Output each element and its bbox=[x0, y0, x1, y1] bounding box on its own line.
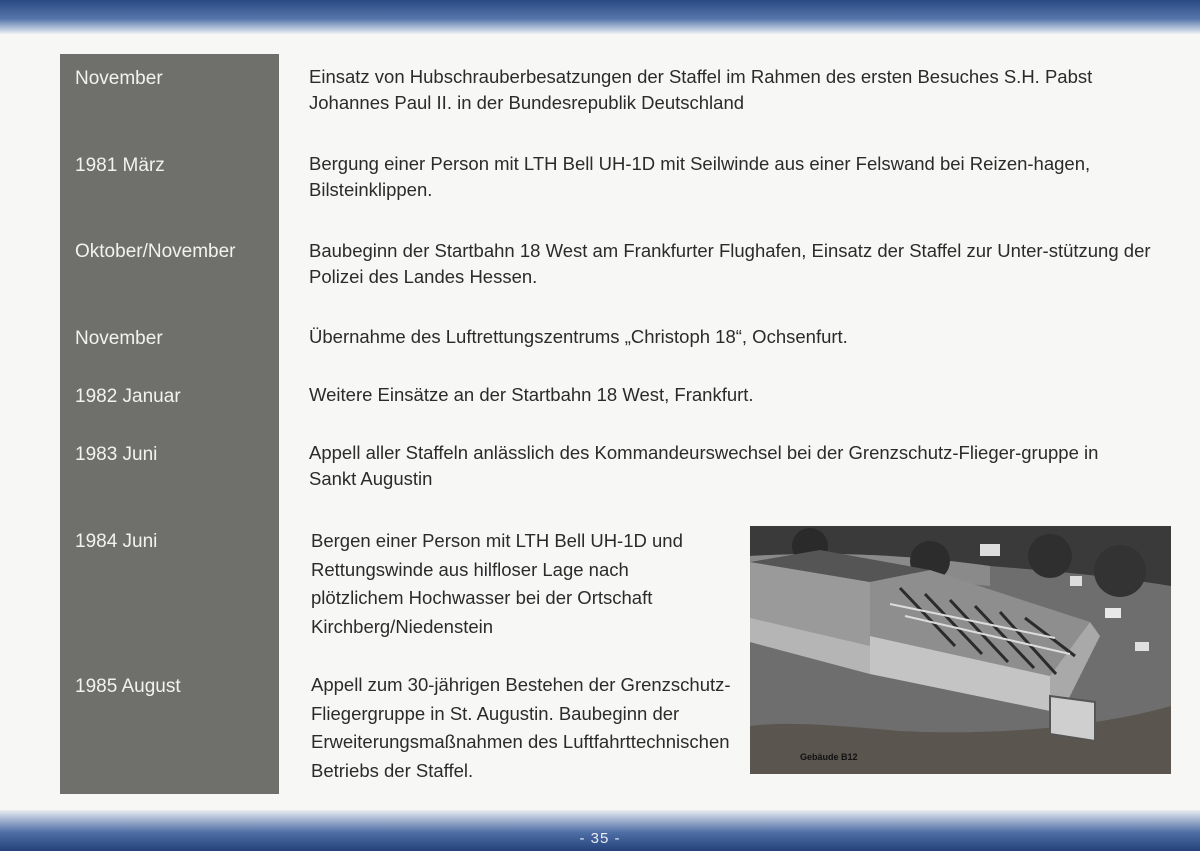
timeline-date: 1984 Juni bbox=[75, 531, 158, 552]
timeline-date: 1983 Juni bbox=[75, 444, 158, 465]
timeline-entry: Einsatz von Hubschrauberbesatzungen der Staffel im Rahmen des ersten Besuches S.H. Pabst Johannes Paul II. in der Bundesrepublik Deutschland bbox=[309, 66, 1093, 113]
building-photo bbox=[750, 526, 1171, 774]
timeline-date: 1982 Januar bbox=[75, 386, 181, 407]
timeline-date: Oktober/November bbox=[75, 241, 236, 262]
photo-caption: Gebäude B12 bbox=[800, 752, 858, 762]
timeline-date: November bbox=[75, 68, 163, 89]
timeline-entry: Appell zum 30-jährigen Bestehen der Grenzschutz-Fliegergruppe in St. Augustin. Baubeginn der Erweiterungsmaßnahmen des Luftfahrttechnischen Betriebs der Staffel. bbox=[311, 674, 731, 781]
header-band bbox=[0, 0, 1200, 34]
timeline-date: November bbox=[75, 328, 163, 349]
aerial-building-image bbox=[750, 526, 1171, 774]
timeline-entry: Bergen einer Person mit LTH Bell UH-1D und Rettungswinde aus hilfloser Lage nach plötzlichem Hochwasser bei der Ortschaft Kirchberg/Niedenstein bbox=[311, 530, 683, 637]
timeline-entry: Bergung einer Person mit LTH Bell UH-1D mit Seilwinde aus einer Felswand bei Reizen-hagen, Bilsteinklippen. bbox=[309, 153, 1091, 200]
timeline-date: 1981 März bbox=[75, 155, 165, 176]
timeline-entry: Appell aller Staffeln anlässlich des Kommandeurswechsel bei der Grenzschutz-Flieger-gruppe in Sankt Augustin bbox=[309, 442, 1099, 489]
timeline-entry: Weitere Einsätze an der Startbahn 18 West, Frankfurt. bbox=[309, 384, 754, 405]
timeline-entry: Übernahme des Luftrettungszentrums „Christoph 18“, Ochsenfurt. bbox=[309, 326, 848, 347]
page-number: - 35 - bbox=[579, 830, 621, 847]
timeline-date: 1985 August bbox=[75, 676, 181, 697]
timeline-entry: Baubeginn der Startbahn 18 West am Frankfurter Flughafen, Einsatz der Staffel zur Unter-stützung der Polizei des Landes Hessen. bbox=[309, 240, 1151, 287]
